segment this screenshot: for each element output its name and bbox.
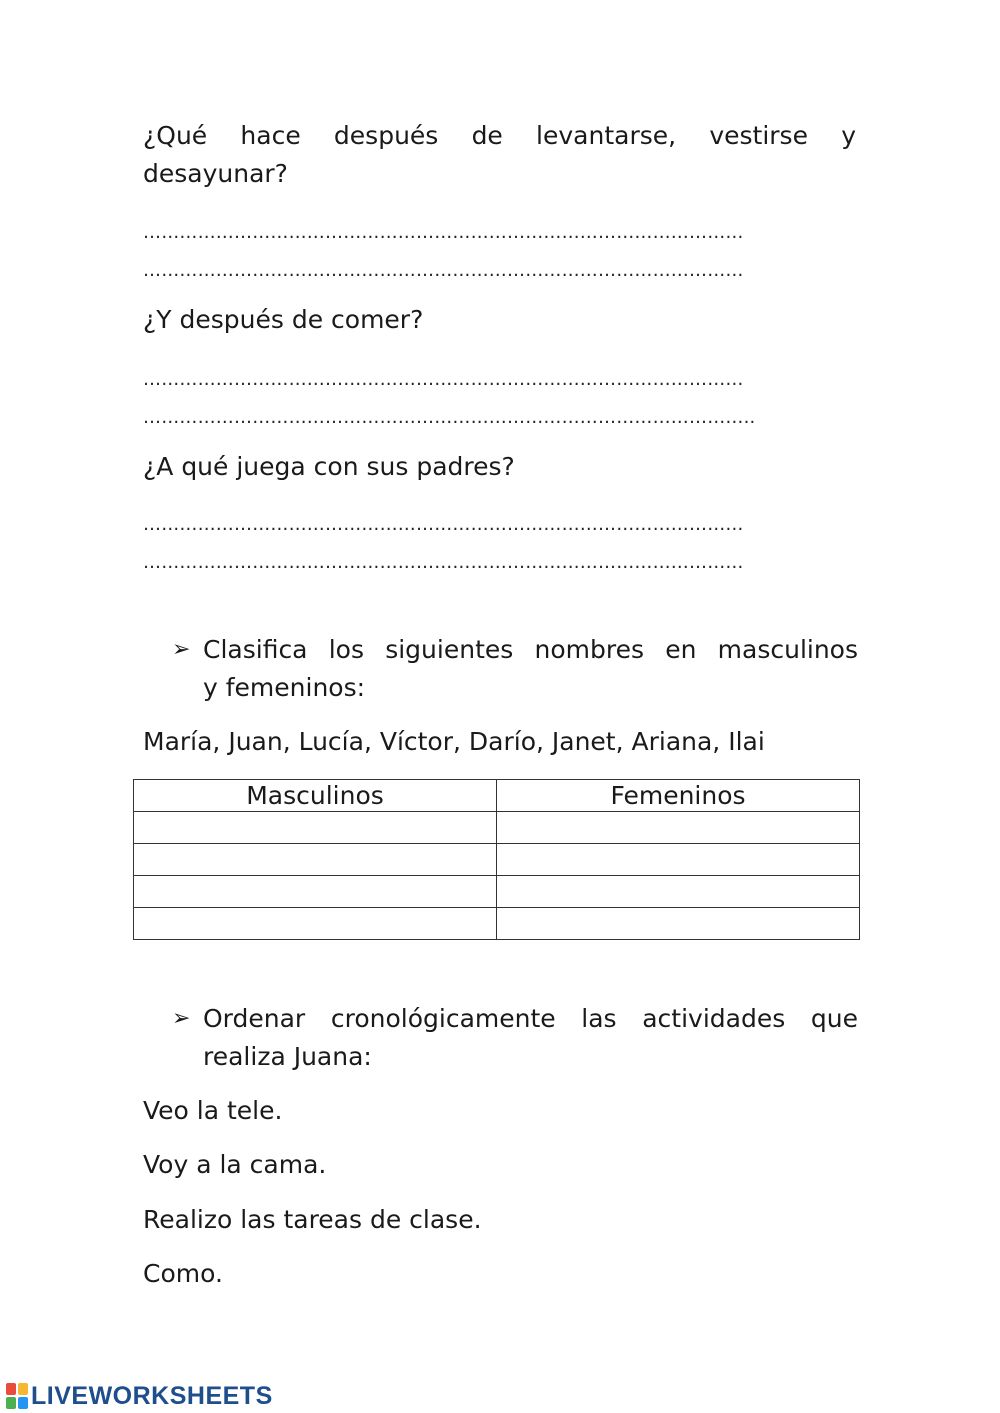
table-row <box>134 876 860 908</box>
liveworksheets-logo <box>6 1380 273 1412</box>
classify-instruction-line-1: Clasifica los siguientes nombres en masculinos <box>203 635 858 664</box>
answer-line[interactable]: ……………………………………………………………………………………… <box>143 222 744 243</box>
masculine-cell[interactable] <box>134 908 497 940</box>
answer-line[interactable]: ……………………………………………………………………………………….. <box>143 407 756 428</box>
header-masculinos: Masculinos <box>134 780 497 812</box>
arrow-bullet-icon: ➢ <box>172 1006 191 1031</box>
question-1-line-2: desayunar? <box>143 159 288 188</box>
answer-line[interactable]: ……………………………………………………………………………………… <box>143 552 744 573</box>
order-instruction-line-2: realiza Juana: <box>203 1042 372 1071</box>
brand-name: LIVEWORKSHEETS <box>31 1381 273 1410</box>
liveworksheets-logo-icon <box>6 1383 28 1409</box>
classify-instruction <box>172 631 858 707</box>
logo-square <box>18 1383 28 1395</box>
order-instruction <box>172 1000 858 1076</box>
logo-square <box>18 1397 28 1409</box>
question-3: ¿A qué juega con sus padres? <box>143 452 515 481</box>
question-2: ¿Y después de comer? <box>143 305 424 334</box>
classify-instruction-line-2: y femeninos: <box>203 673 366 702</box>
answer-line[interactable]: ……………………………………………………………………………………… <box>143 514 744 535</box>
masculine-cell[interactable] <box>134 876 497 908</box>
classification-table <box>133 779 860 940</box>
order-instruction-line-1: Ordenar cronológicamente las actividades que <box>203 1004 858 1033</box>
question-1-line-1: ¿Qué hace después de levantarse, vestirse y <box>143 121 856 150</box>
masculine-cell[interactable] <box>134 812 497 844</box>
table-row <box>134 812 860 844</box>
logo-square <box>6 1397 16 1409</box>
arrow-bullet-icon: ➢ <box>172 637 191 662</box>
table-row <box>134 844 860 876</box>
feminine-cell[interactable] <box>497 908 860 940</box>
activity-item[interactable]: Voy a la cama. <box>143 1150 327 1179</box>
feminine-cell[interactable] <box>497 812 860 844</box>
answer-line[interactable]: ……………………………………………………………………………………… <box>143 369 744 390</box>
header-femeninos: Femeninos <box>497 780 860 812</box>
feminine-cell[interactable] <box>497 844 860 876</box>
activity-item[interactable]: Realizo las tareas de clase. <box>143 1205 482 1234</box>
masculine-cell[interactable] <box>134 844 497 876</box>
table-row <box>134 908 860 940</box>
activity-item[interactable]: Veo la tele. <box>143 1096 283 1125</box>
answer-line[interactable]: ……………………………………………………………………………………… <box>143 260 744 281</box>
feminine-cell[interactable] <box>497 876 860 908</box>
names-list: María, Juan, Lucía, Víctor, Darío, Janet, Ariana, Ilai <box>143 727 765 756</box>
logo-square <box>6 1383 16 1395</box>
activity-item[interactable]: Como. <box>143 1259 223 1288</box>
